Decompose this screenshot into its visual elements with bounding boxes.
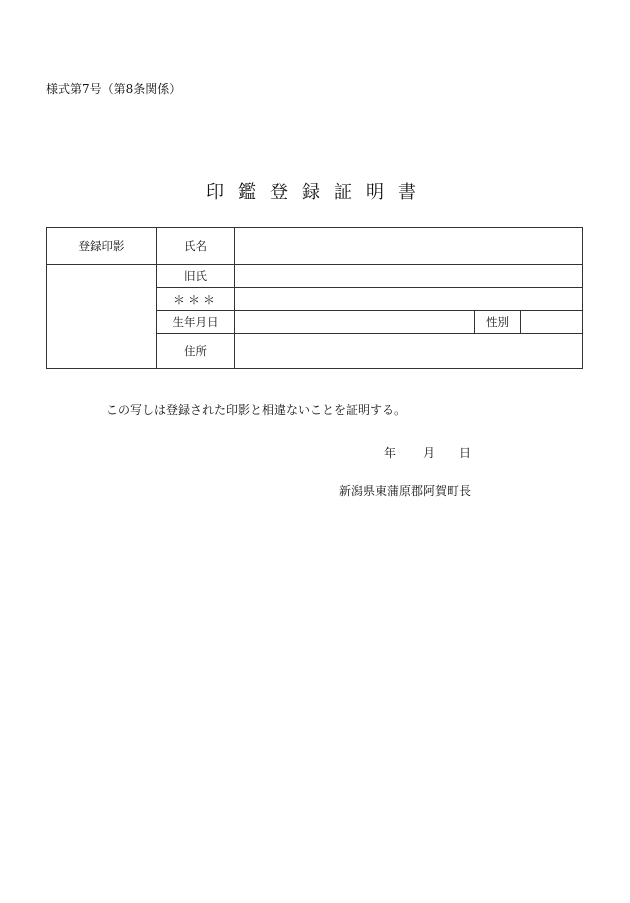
month-label: 月	[423, 446, 436, 460]
former-name-label-cell: 旧氏	[157, 265, 235, 288]
address-value-cell	[235, 334, 583, 369]
address-label-cell: 住所	[157, 334, 235, 369]
certificate-table	[46, 227, 583, 369]
gender-label-cell: 性別	[474, 311, 520, 334]
table-row-former-name	[47, 265, 583, 288]
document-title: 印鑑登録証明書	[206, 182, 430, 203]
gender-value-cell	[520, 311, 582, 334]
issuer-name: 新潟県東蒲原郡阿賀町長	[339, 484, 472, 498]
seal-label-cell: 登録印影	[47, 228, 157, 265]
certification-statement: この写しは登録された印影と相違ないことを証明する。	[106, 403, 407, 417]
seal-impression-area	[47, 265, 157, 369]
name-value-cell	[235, 228, 583, 265]
former-name-value-cell	[235, 265, 583, 288]
birthdate-value-cell	[235, 311, 475, 334]
masked-value-cell	[235, 288, 583, 311]
year-label: 年	[384, 446, 397, 460]
birthdate-label-cell: 生年月日	[157, 311, 235, 334]
form-reference: 様式第7号（第8条関係）	[46, 82, 182, 96]
table-row-name	[47, 228, 583, 265]
name-label-cell: 氏名	[157, 228, 235, 265]
masked-label-cell: ＊＊＊	[157, 288, 235, 311]
day-label: 日	[459, 446, 472, 460]
